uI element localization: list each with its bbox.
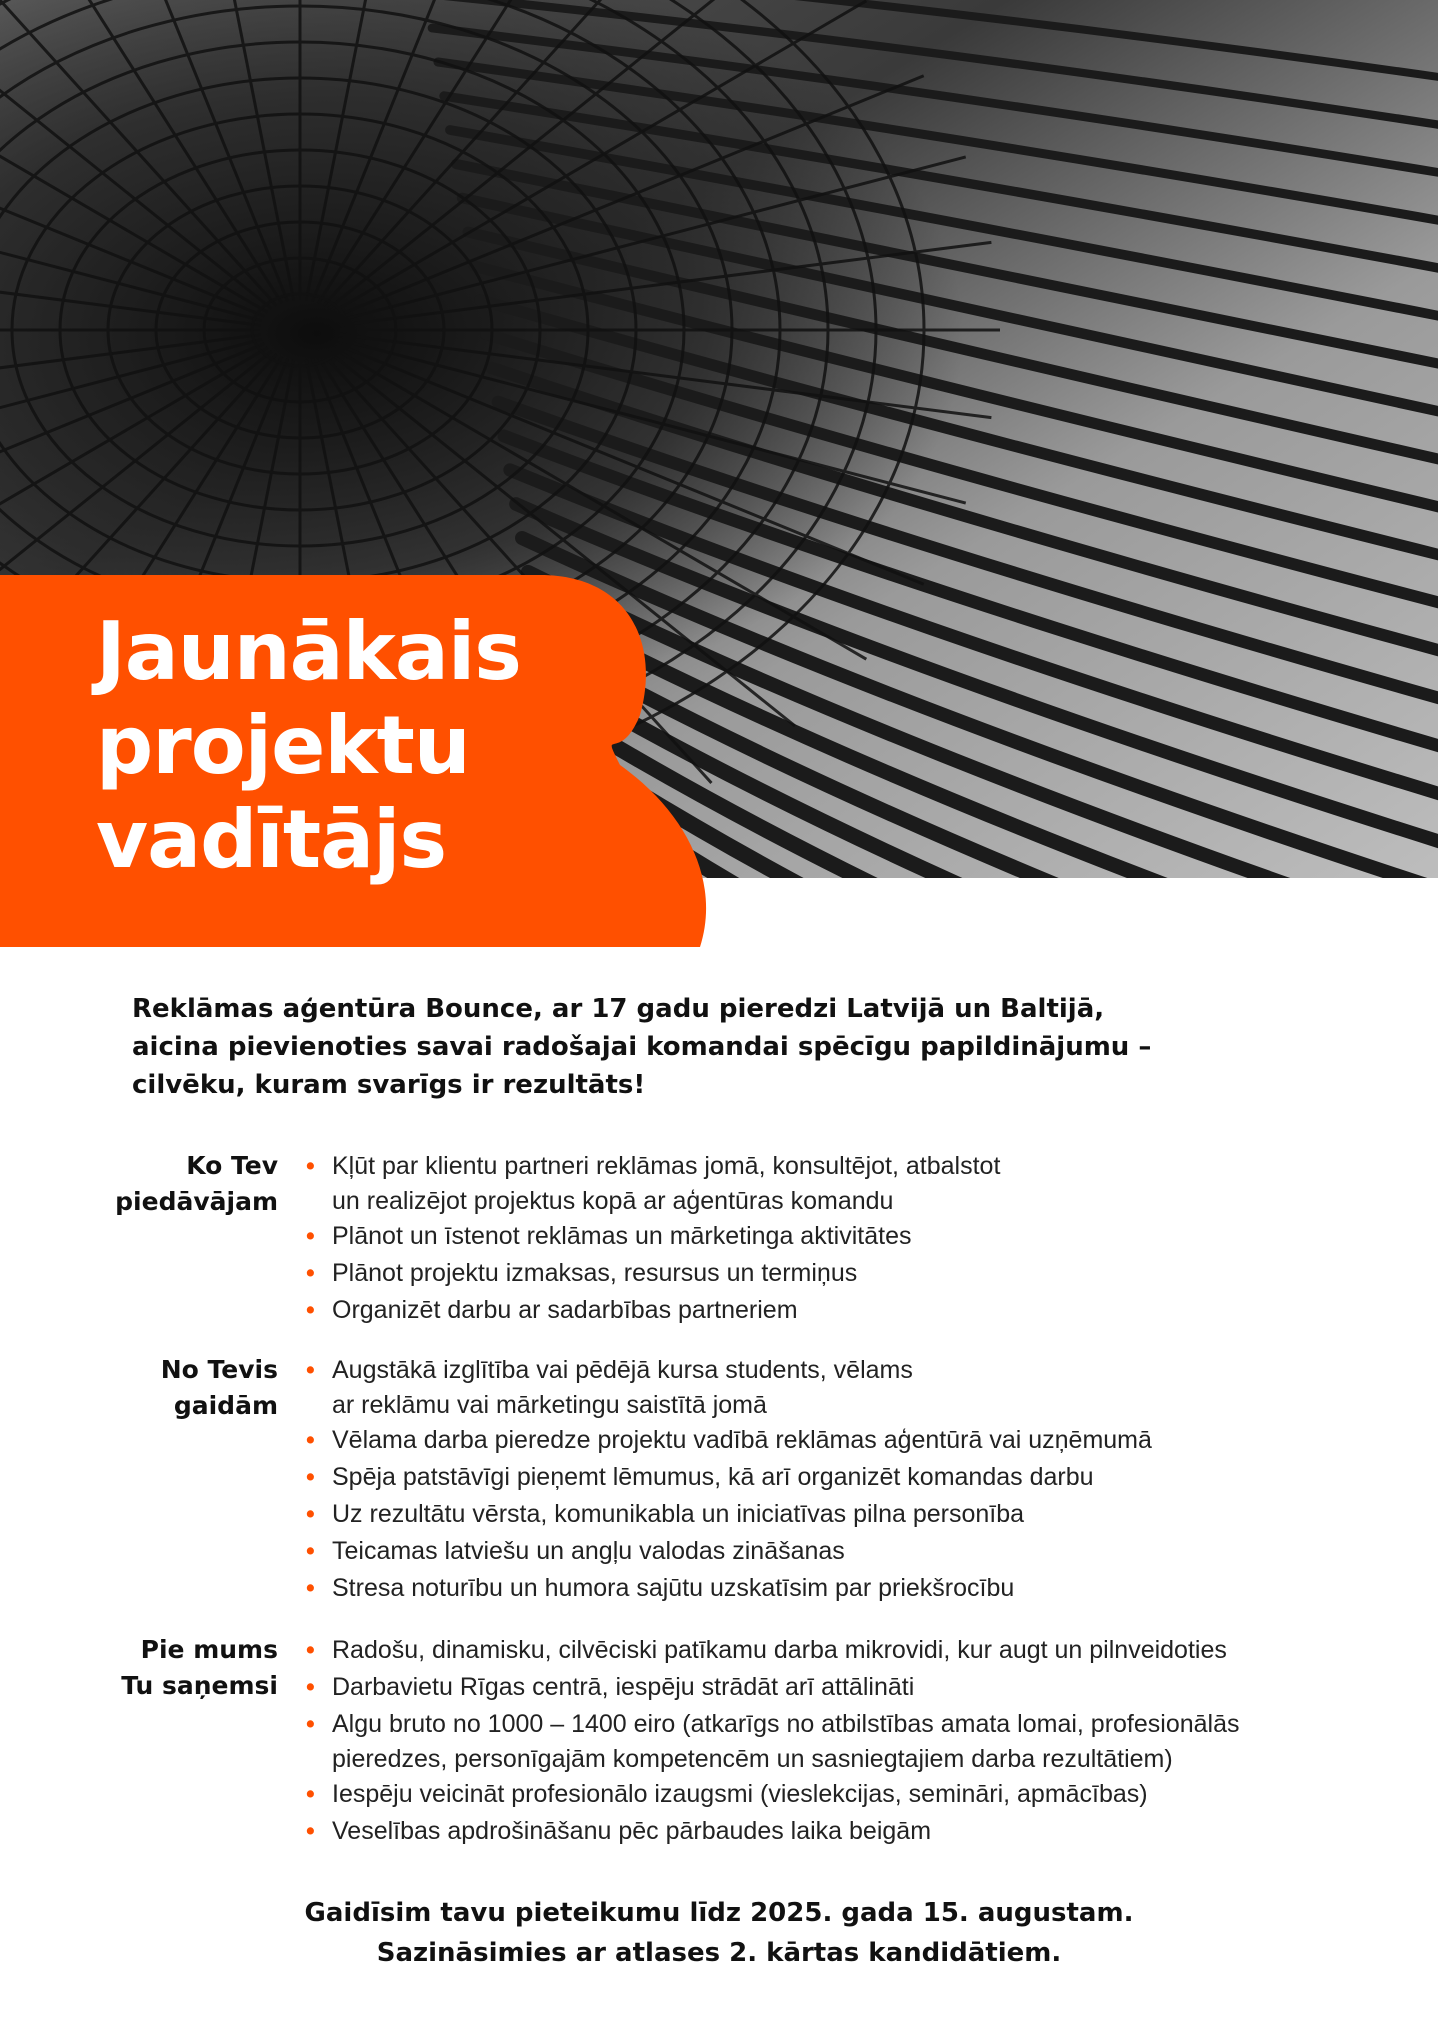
list-item: • Plānot projektu izmaksas, resursus un termiņus [306, 1255, 1406, 1292]
list-item: • Plānot un īstenot reklāmas un mārketinga aktivitātes [306, 1218, 1406, 1255]
closing-line: Gaidīsim tavu pieteikumu līdz 2025. gada 15. augustam. [304, 1898, 1134, 1928]
bullet-icon: • [306, 1780, 315, 1808]
section-label: No Tevis gaidām [160, 1355, 278, 1420]
section-label: Ko Tev piedāvājam [115, 1151, 278, 1216]
list-item: • Uz rezultātu vērsta, komunikabla un iniciatīvas pilna personība [306, 1496, 1406, 1533]
bullet-icon: • [306, 1463, 315, 1491]
job-title-line: Jaunākais [96, 605, 521, 698]
bullet-icon: • [306, 1426, 315, 1454]
bullet-list [306, 1148, 1406, 1329]
list-item: • Vēlama darba pieredze projektu vadībā reklāmas aģentūrā vai uzņēmumā [306, 1422, 1406, 1459]
bullet-icon: • [306, 1222, 315, 1250]
bullet-icon: • [306, 1574, 315, 1602]
closing-note [0, 1893, 1438, 1973]
list-item: • Teicamas latviešu un angļu valodas zināšanas [306, 1533, 1406, 1570]
bullet-list [306, 1352, 1406, 1607]
bullet-icon: • [306, 1259, 315, 1287]
intro-line: Reklāmas aģentūra Bounce, ar 17 gadu pieredzi Latvijā un Baltijā, [132, 994, 1105, 1024]
bullet-icon: • [306, 1710, 315, 1738]
list-item: • Organizēt darbu ar sadarbības partneriem [306, 1292, 1406, 1329]
bullet-icon: • [306, 1673, 315, 1701]
bullet-icon: • [306, 1500, 315, 1528]
bullet-icon: • [306, 1817, 315, 1845]
job-title-line: projektu [96, 699, 470, 792]
bullet-list [306, 1632, 1406, 1850]
list-item: • Darbavietu Rīgas centrā, iespēju strādāt arī attālināti [306, 1669, 1406, 1706]
bullet-icon: • [306, 1152, 315, 1180]
list-item: • Radošu, dinamisku, cilvēciski patīkamu darba mikrovidi, kur augt un pilnveidoties [306, 1632, 1406, 1669]
intro-paragraph [132, 990, 1332, 1104]
intro-line: cilvēku, kuram svarīgs ir rezultāts! [132, 1070, 646, 1100]
list-item: • Kļūt par klientu partneri reklāmas jomā, konsultējot, atbalstot un realizējot projektus kopā ar aģentūras komandu [306, 1148, 1406, 1218]
list-item: • Iespēju veicināt profesionālo izaugsmi (vieslekcijas, semināri, apmācības) [306, 1776, 1406, 1813]
list-item: • Augstākā izglītība vai pēdējā kursa students, vēlams ar reklāmu vai mārketingu saistītā jomā [306, 1352, 1406, 1422]
list-item: • Stresa noturību un humora sajūtu uzskatīsim par priekšrocību [306, 1570, 1406, 1607]
intro-line: aicina pievienoties savai radošajai komandai spēcīgu papildinājumu – [132, 1032, 1152, 1062]
closing-line: Sazināsimies ar atlases 2. kārtas kandidātiem. [376, 1938, 1062, 1968]
bullet-icon: • [306, 1296, 315, 1324]
list-item: • Algu bruto no 1000 – 1400 eiro (atkarīgs no atbilstības amata lomai, profesionālās pieredzes, personīgajām kompetencēm un sasniegtajiem darba rezultātiem) [306, 1706, 1406, 1776]
section-label: Pie mums Tu saņemsi [121, 1635, 278, 1700]
job-title [96, 605, 521, 887]
bullet-icon: • [306, 1636, 315, 1664]
bullet-icon: • [306, 1356, 315, 1384]
list-item: • Veselības apdrošināšanu pēc pārbaudes laika beigām [306, 1813, 1406, 1850]
list-item: • Spēja patstāvīgi pieņemt lēmumus, kā arī organizēt komandas darbu [306, 1459, 1406, 1496]
job-title-line: vadītājs [96, 793, 447, 886]
bullet-icon: • [306, 1537, 315, 1565]
